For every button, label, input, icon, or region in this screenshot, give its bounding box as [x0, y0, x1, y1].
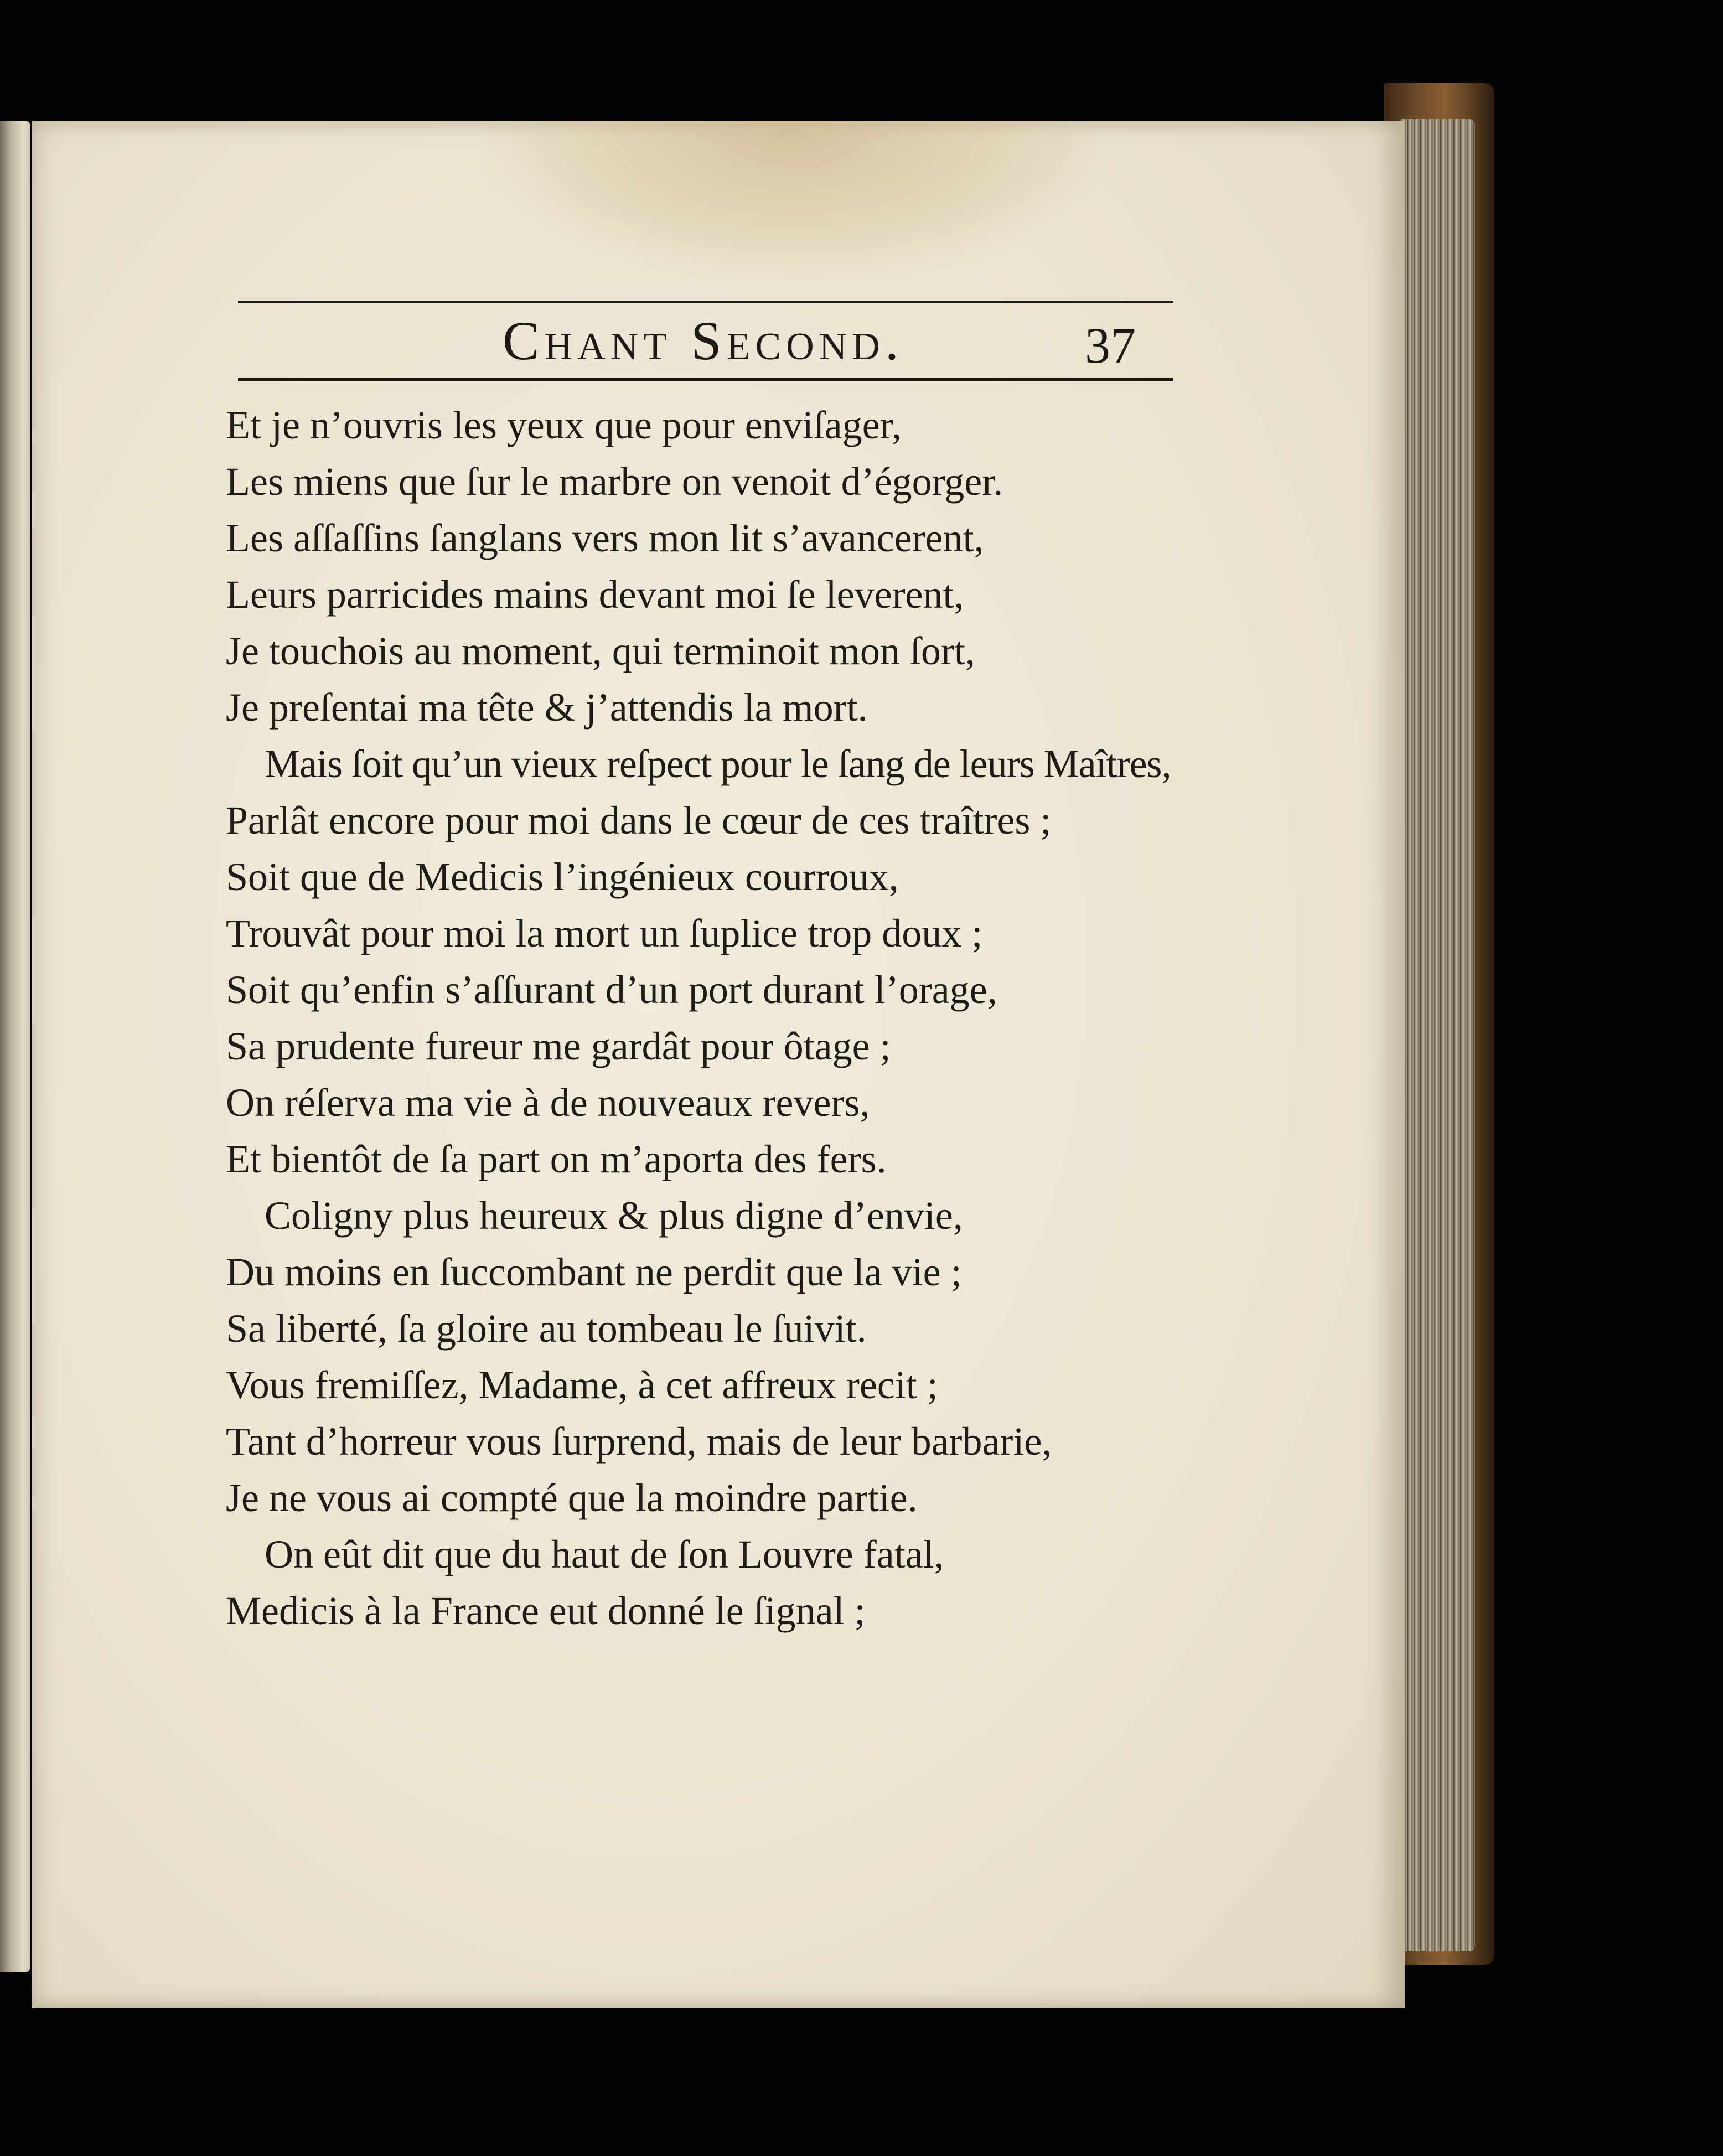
verse-line: Mais ſoit qu’un vieux reſpect pour le ſang de leurs Maîtres, [265, 742, 1171, 786]
facing-page-edge [0, 121, 30, 1972]
verse-line: Les miens que ſur le marbre on venoit d’égorger. [226, 459, 1003, 504]
verse-line: On réſerva ma vie à de nouveaux revers, [226, 1080, 870, 1125]
verse-line: Coligny plus heureux & plus digne d’envie, [265, 1193, 963, 1238]
verse-line: Sa prudente fureur me gardât pour ôtage ; [226, 1024, 891, 1068]
verse-line: On eût dit que du haut de ſon Louvre fatal, [265, 1532, 944, 1576]
verse-line: Tant d’horreur vous ſurprend, mais de leur barbarie, [226, 1419, 1052, 1464]
verse-line: Je preſentai ma tête & j’attendis la mort. [226, 685, 868, 730]
book-page [32, 121, 1405, 2008]
verse-line: Trouvât pour moi la mort un ſuplice trop doux ; [226, 911, 983, 955]
verse-line: Leurs parricides mains devant moi ſe leverent, [226, 572, 964, 617]
verse-line: Je ne vous ai compté que la moindre partie. [226, 1476, 918, 1520]
verse-line: Je touchois au moment, qui terminoit mon ſort, [226, 629, 975, 673]
verse-line: Et bientôt de ſa part on m’aporta des fers. [226, 1137, 887, 1181]
page-number: 37 [1085, 317, 1136, 374]
verse-line: Les aſſaſſins ſanglans vers mon lit s’avancerent, [226, 516, 984, 560]
verse-line: Du moins en ſuccombant ne perdit que la vie ; [226, 1250, 962, 1294]
verse-line: Parlât encore pour moi dans le cœur de ces traîtres ; [226, 798, 1052, 842]
verse-block [32, 121, 1405, 2008]
verse-line: Soit qu’enfin s’aſſurant d’un port durant l’orage, [226, 968, 997, 1012]
running-head: Chant Second. [503, 310, 904, 371]
page-fore-edge [1400, 119, 1475, 1951]
verse-line: Et je n’ouvris les yeux que pour enviſager, [226, 403, 902, 447]
verse-line: Sa liberté, ſa gloire au tombeau le ſuivit. [226, 1306, 867, 1351]
verse-line: Soit que de Medicis l’ingénieux courroux, [226, 855, 899, 899]
verse-line: Vous fremiſſez, Madame, à cet affreux recit ; [226, 1363, 938, 1407]
verse-line: Medicis à la France eut donné le ſignal ; [226, 1589, 866, 1633]
